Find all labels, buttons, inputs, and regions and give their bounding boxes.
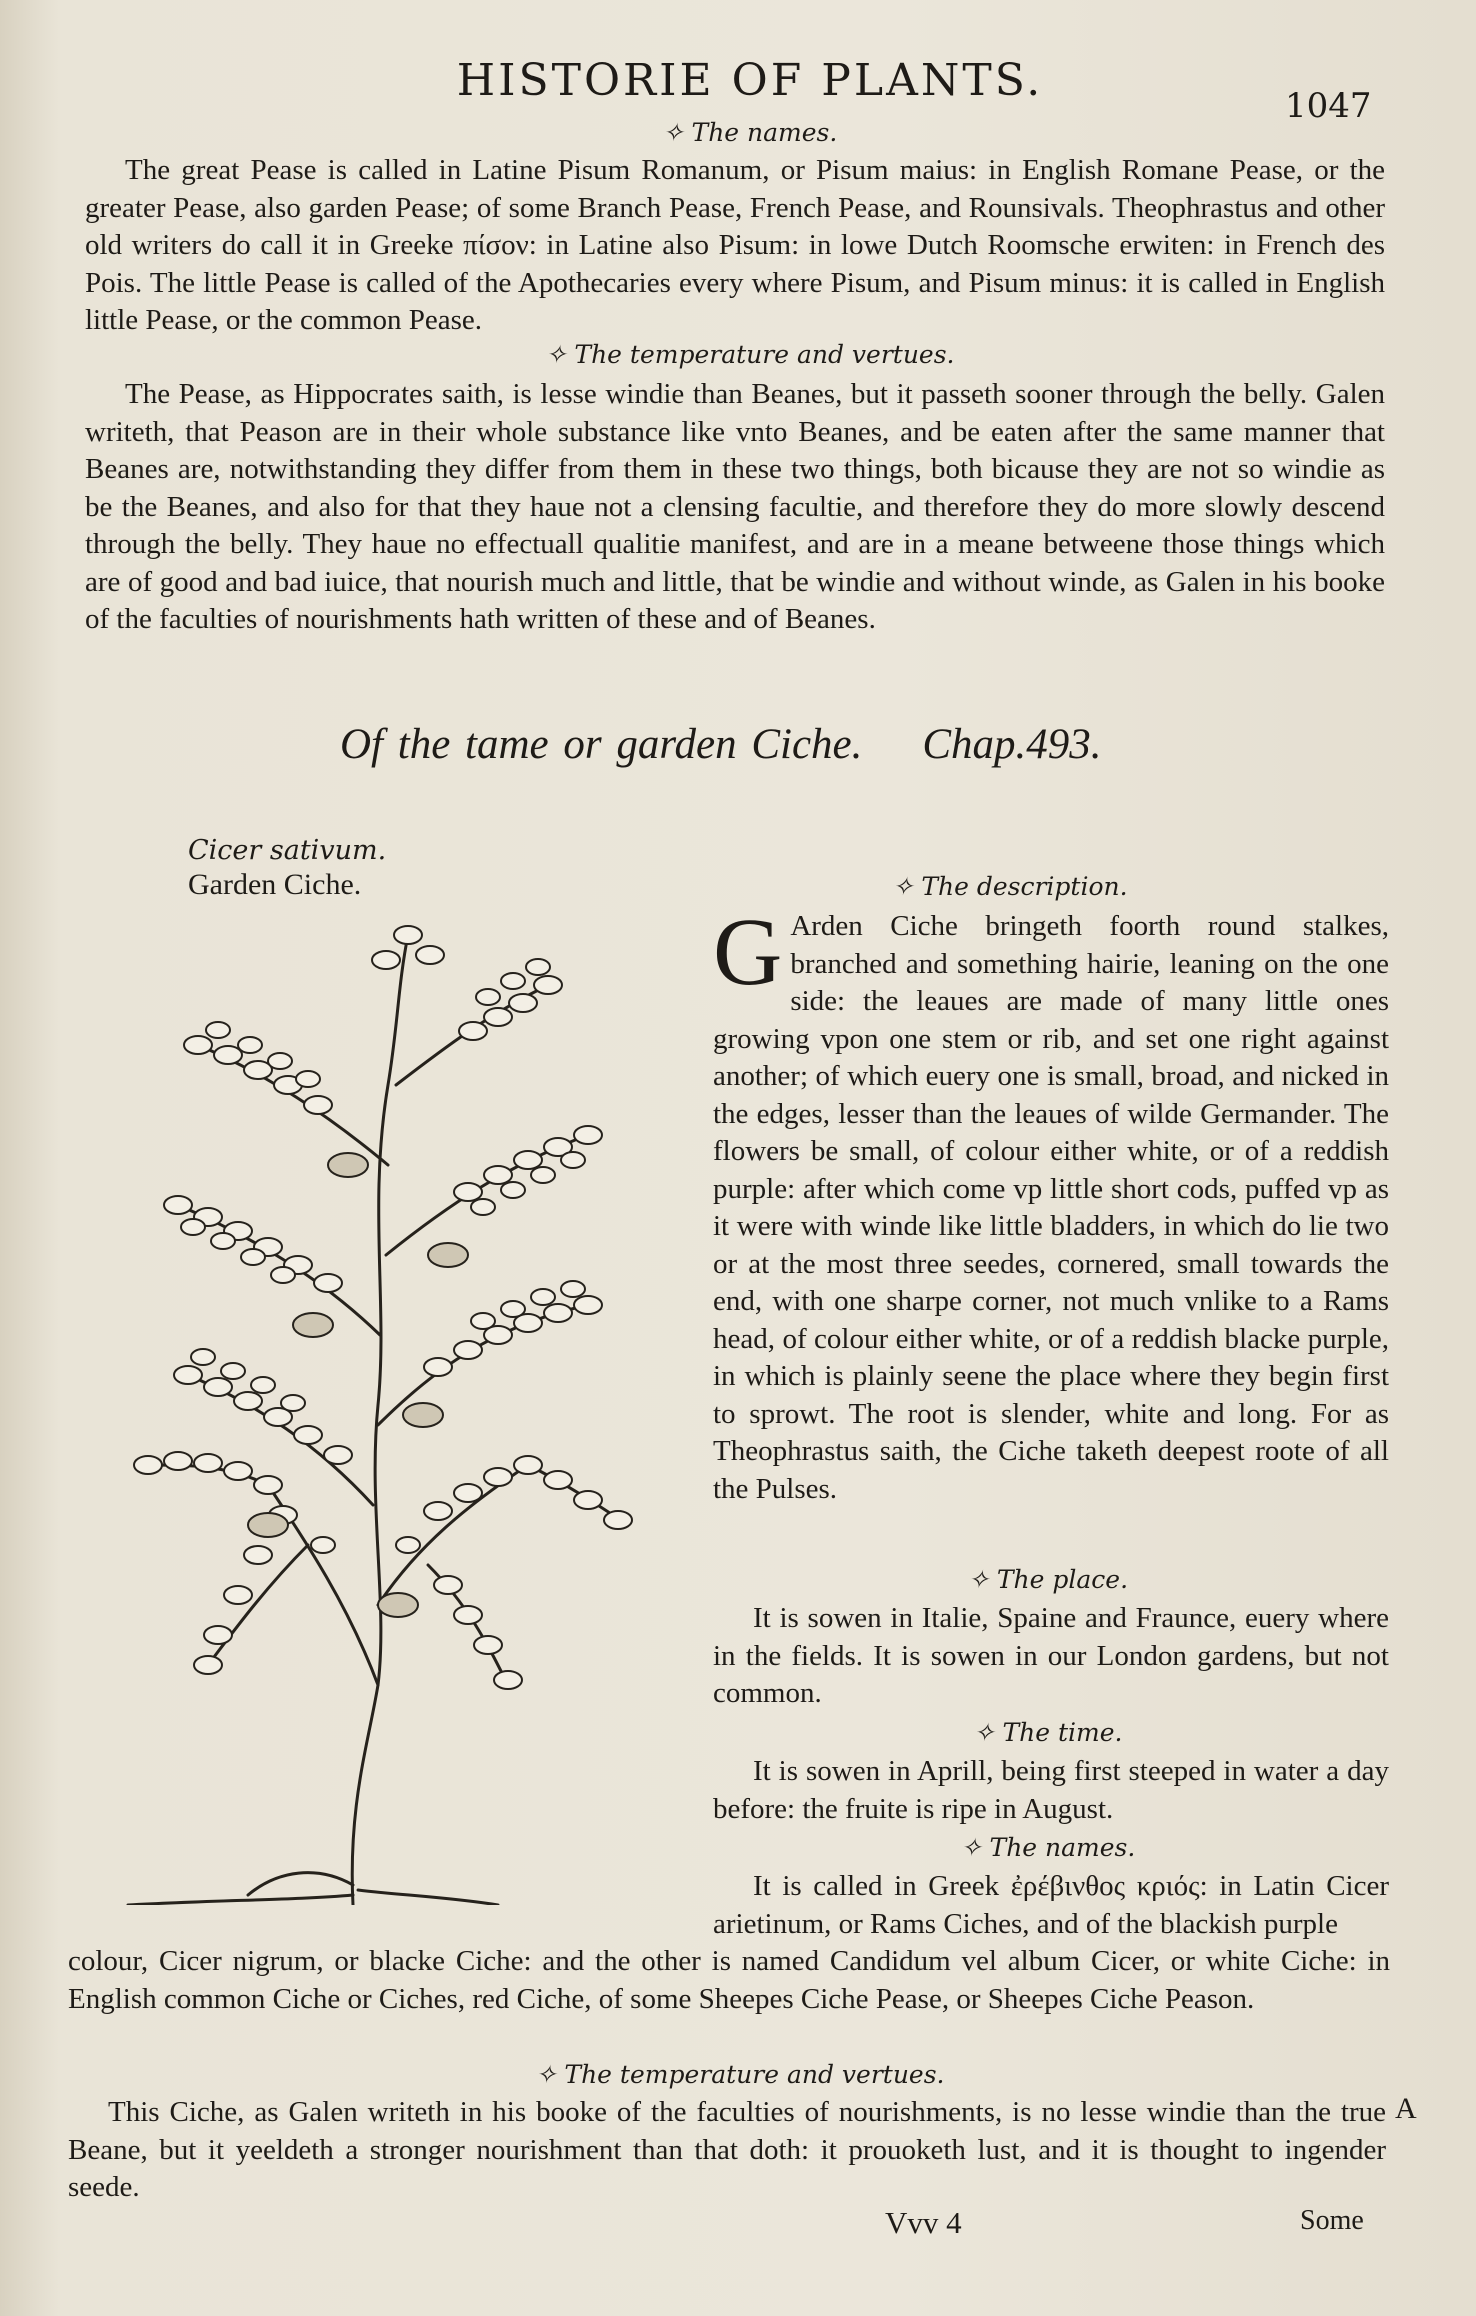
garden-ciche-woodcut [68,905,668,1905]
chapter-heading [340,720,1140,769]
page-number: 1047 [1285,86,1372,126]
ciche-names-heading: ✧ The names. [960,1833,1136,1862]
ciche-temperature-heading: ✧ The temperature and vertues. [535,2060,945,2089]
catchword: Some [1300,2205,1364,2236]
ciche-time-heading: ✧ The time. [973,1718,1123,1747]
chapter-title: Of the tame or garden Ciche. [340,721,863,768]
pease-temperature-paragraph: The Pease, as Hippocrates saith, is lesse windie than Beanes, but it passeth sooner through the belly. Galen writeth, that Peason are in their whole substance like vnto Beanes, and be eaten after the same manner that Beanes are, notwithstanding they differ from them in these two things, both bicause they are not so windie as be the Beanes, and also for that they haue not a clensing facultie, and therefore they do more slowly descend through the belly. They haue no effectuall qualitie manifest, and are in a meane betweene those things which are of good and bad iuice, that nourish much and little, that be windie and without winde, as Galen in his booke of the faculties of nourishments hath written of these and of Beanes. [85,378,1385,635]
ciche-temperature-paragraph: This Ciche, as Galen writeth in his booke of the faculties of nourishments, is no lesse windie than the true Beane, but it yeeldeth a stronger nourishment than that doth: it prouoketh lust, and it is thought to ingender seede. [68,2096,1386,2203]
ciche-names-paragraph-part2: colour, Cicer nigrum, or blacke Ciche: and the other is named Candidum vel album Cicer, or white Ciche: in English common Ciche or Ciches, red Ciche, of some Sheepes Ciche Pease, or Sheepes Ciche Peason. [68,1945,1390,2015]
pease-temperature-heading: ✧ The temperature and vertues. [545,340,955,369]
pease-names-paragraph: The great Pease is called in Latine Pisum Romanum, or Pisum maius: in English Romane Pease, or the greater Pease, also garden Pease; of some Branch Pease, French Pease, and Rounsivals. Theophrastus and other old writers do call it in Greeke πίσον: in Latine also Pisum: in lowe Dutch Roomsche erwiten: in French des Pois. The little Pease is called of the Apothecaries every where Pisum, and Pisum minus: it is called in English little Pease, or the common Pease. [85,154,1385,336]
chapter-number: Chap.493. [922,721,1102,768]
figure-latin-name: Cicer sativum. [188,835,387,866]
pease-names-heading: ✧ The names. [662,118,838,147]
ciche-time-paragraph: It is sowen in Aprill, being first steeped in water a day before: the fruite is ripe in August. [713,1755,1389,1825]
ciche-place-heading: ✧ The place. [967,1565,1129,1594]
figure-english-name: Garden Ciche. [188,868,362,901]
ciche-names-paragraph-part1: It is called in Greek ἐρέβινθος κριός: in Latin Cicer arietinum, or Rams Ciches, and of the blackish purple [713,1870,1389,1940]
margin-letter: A [1395,2092,1417,2125]
ciche-description-text: Arden Ciche bringeth foorth round stalkes, branched and something hairie, leaning on the one side: the leaues are made of many little ones growing vpon one stem or rib, and set one right against another; of which euery one is small, broad, and nicked in the edges, lesser than the leaues of wilde Germander. The flowers be small, of colour either white, or of a reddish purple: after which come vp little short cods, puffed vp as it were with winde like little bladders, in which do lie two or at the most three seedes, cornered, small towards the end, with one sharpe corner, not much vnlike to a Rams head, of colour either white, or of a reddish blacke purple, in which is plainly seene the place where they begin first to sprowt. The root is slender, white and long. For as Theophrastus saith, the Ciche taketh deepest roote of all the Pulses. [713,910,1389,1505]
signature-mark: Vvv 4 [885,2205,962,2240]
dropcap-letter: G [713,898,783,1005]
running-title: HISTORIE OF PLANTS. [456,55,1044,106]
ciche-description-heading: ✧ The description. [892,872,1128,901]
ciche-place-paragraph: It is sowen in Italie, Spaine and Fraunce, euery where in the fields. It is sowen in our London gardens, but not common. [713,1602,1389,1709]
ciche-description-paragraph [713,898,1389,1508]
